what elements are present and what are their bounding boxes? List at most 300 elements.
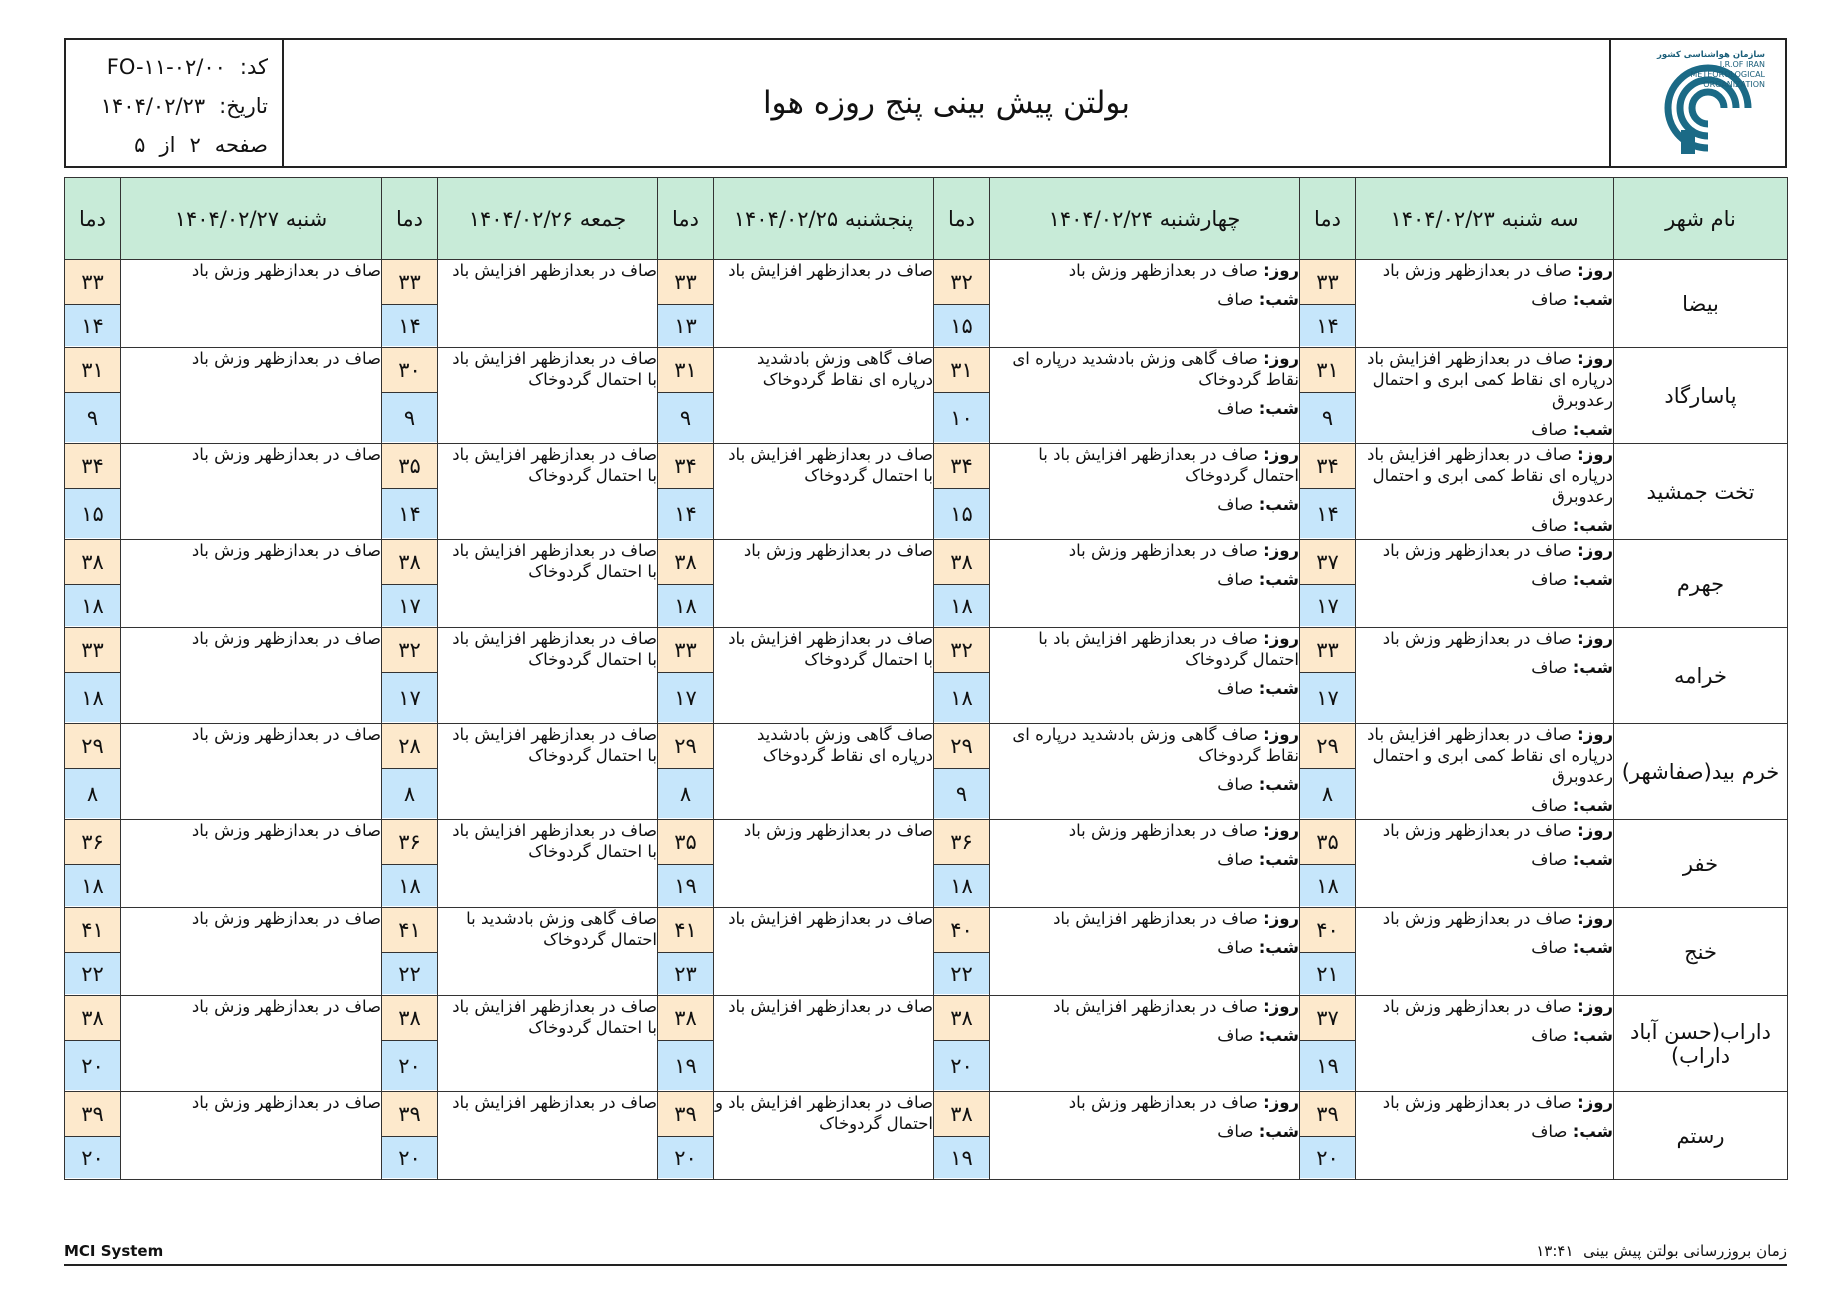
day-forecast-text: صاف در بعدازظهر وزش باد (1068, 1093, 1258, 1112)
day-label: روز: (1577, 629, 1613, 648)
city-name: تخت جمشید (1614, 444, 1788, 540)
temperature-cell (934, 348, 990, 444)
forecast-text: صاف در بعدازظهر وزش باد (191, 725, 381, 744)
min-temperature: ۹ (382, 393, 437, 442)
forecast-description (121, 908, 382, 996)
day-label: روز: (1577, 997, 1613, 1016)
forecast-text: صاف در بعدازظهر وزش باد (743, 541, 933, 560)
temperature-cell (382, 260, 438, 348)
day-forecast-text: صاف در بعدازظهر وزش باد (1382, 821, 1572, 840)
city-name: جهرم (1614, 540, 1788, 628)
day-label: روز: (1577, 541, 1613, 560)
table-row (65, 820, 1788, 908)
min-temperature: ۱۴ (1300, 305, 1355, 346)
table-row (65, 996, 1788, 1092)
night-forecast-text: صاف (1217, 850, 1254, 869)
day-forecast (1356, 260, 1613, 281)
forecast-description (121, 260, 382, 348)
max-temperature: ۴۰ (1300, 908, 1355, 953)
city-name: خرامه (1614, 628, 1788, 724)
min-temperature: ۱۴ (658, 489, 713, 538)
update-info (1536, 1242, 1787, 1260)
day-label: روز: (1577, 261, 1613, 280)
logo-en-line-1: I.R.OF IRAN (1719, 60, 1765, 69)
day-forecast-text: صاف در بعدازظهر وزش باد (1382, 629, 1572, 648)
min-temperature: ۱۰ (934, 393, 989, 442)
temperature-cell (1300, 724, 1356, 820)
day-label: روز: (1263, 629, 1299, 648)
day-forecast-text: صاف در بعدازظهر وزش باد (1382, 1093, 1572, 1112)
temperature-cell (658, 908, 714, 996)
night-forecast (1356, 1121, 1613, 1142)
min-temperature: ۱۸ (65, 673, 120, 722)
page-of-label: از (159, 133, 176, 157)
max-temperature: ۳۳ (65, 628, 120, 673)
max-temperature: ۳۲ (934, 260, 989, 305)
day-forecast-text: صاف گاهی وزش بادشدید درپاره ای نقاط گردوخاک (1012, 349, 1299, 389)
forecast-description (121, 540, 382, 628)
temperature-cell (658, 996, 714, 1092)
forecast-description (438, 996, 658, 1092)
temperature-cell (65, 540, 121, 628)
forecast-text: صاف در بعدازظهر افزایش باد با احتمال گردوخاک (452, 629, 657, 669)
temperature-cell (65, 348, 121, 444)
max-temperature: ۳۷ (1300, 540, 1355, 585)
max-temperature: ۴۱ (658, 908, 713, 953)
max-temperature: ۳۱ (1300, 348, 1355, 393)
forecast-description (990, 996, 1300, 1092)
max-temperature: ۳۴ (934, 444, 989, 489)
min-temperature: ۱۸ (65, 865, 120, 906)
forecast-text: صاف در بعدازظهر وزش باد (191, 997, 381, 1016)
forecast-text: صاف در بعدازظهر افزایش باد با احتمال گردوخاک (452, 821, 657, 861)
min-temperature: ۲۰ (382, 1137, 437, 1178)
max-temperature: ۳۳ (1300, 628, 1355, 673)
min-temperature: ۸ (1300, 769, 1355, 818)
forecast-description (121, 1092, 382, 1180)
max-temperature: ۲۸ (382, 724, 437, 769)
night-forecast (990, 937, 1299, 958)
city-name: پاسارگاد (1614, 348, 1788, 444)
day-column-header: پنجشنبه ۱۴۰۴/۰۲/۲۵ (714, 178, 934, 260)
temperature-cell (1300, 444, 1356, 540)
min-temperature: ۱۸ (658, 585, 713, 626)
max-temperature: ۳۶ (382, 820, 437, 865)
forecast-description (990, 820, 1300, 908)
forecast-description (1356, 348, 1614, 444)
day-forecast-text: صاف در بعدازظهر وزش باد (1068, 821, 1258, 840)
day-label: روز: (1577, 909, 1613, 928)
day-forecast-text: صاف در بعدازظهر وزش باد (1068, 541, 1258, 560)
forecast-text: صاف در بعدازظهر وزش باد (191, 261, 381, 280)
temperature-cell (934, 444, 990, 540)
max-temperature: ۴۱ (382, 908, 437, 953)
min-temperature: ۱۵ (65, 489, 120, 538)
min-temperature: ۱۸ (934, 865, 989, 906)
city-name: خنج (1614, 908, 1788, 996)
min-temperature: ۱۳ (658, 305, 713, 346)
max-temperature: ۳۰ (382, 348, 437, 393)
forecast-description (714, 1092, 934, 1180)
temperature-cell (934, 1092, 990, 1180)
day-label: روز: (1263, 821, 1299, 840)
max-temperature: ۳۸ (658, 540, 713, 585)
day-forecast-text: صاف گاهی وزش بادشدید درپاره ای نقاط گردوخاک (1012, 725, 1299, 765)
max-temperature: ۲۹ (65, 724, 120, 769)
min-temperature: ۲۰ (382, 1041, 437, 1090)
city-name: خرم بید(صفاشهر) (1614, 724, 1788, 820)
forecast-description (438, 908, 658, 996)
logo-text (1635, 50, 1765, 90)
forecast-text: صاف در بعدازظهر افزایش باد (452, 1093, 657, 1112)
min-temperature: ۱۵ (934, 489, 989, 538)
night-forecast (990, 289, 1299, 310)
max-temperature: ۳۳ (65, 260, 120, 305)
forecast-description (1356, 444, 1614, 540)
night-forecast (990, 569, 1299, 590)
night-forecast-text: صاف (1531, 290, 1568, 309)
temperature-cell (934, 540, 990, 628)
night-forecast-text: صاف (1531, 658, 1568, 677)
temperature-cell (65, 820, 121, 908)
temperature-cell (382, 1092, 438, 1180)
day-column-header: شنبه ۱۴۰۴/۰۲/۲۷ (121, 178, 382, 260)
max-temperature: ۳۱ (65, 348, 120, 393)
night-forecast (990, 1121, 1299, 1142)
document-meta (66, 40, 284, 166)
table-header-row (65, 178, 1788, 260)
day-forecast-text: صاف در بعدازظهر وزش باد (1382, 997, 1572, 1016)
day-forecast-text: صاف در بعدازظهر افزایش باد درپاره ای نقاط کمی ابری و احتمال رعدوبرق (1367, 725, 1613, 786)
forecast-text: صاف گاهی وزش بادشدید درپاره ای نقاط گردوخاک (757, 349, 933, 389)
forecast-text: صاف در بعدازظهر افزایش باد با احتمال گردوخاک (452, 725, 657, 765)
forecast-description (1356, 908, 1614, 996)
forecast-description (1356, 820, 1614, 908)
day-label: روز: (1263, 725, 1299, 744)
night-label: شب: (1572, 1026, 1613, 1045)
code-value: FO-۱۱-۰۲/۰۰ (106, 55, 226, 79)
forecast-description (1356, 260, 1614, 348)
day-forecast-text: صاف در بعدازظهر وزش باد (1382, 261, 1572, 280)
logo-en-line-3: ORGANIZATION (1703, 80, 1765, 89)
temperature-cell (658, 628, 714, 724)
night-forecast-text: صاف (1531, 516, 1568, 535)
max-temperature: ۳۳ (1300, 260, 1355, 305)
temperature-cell (65, 260, 121, 348)
logo-en-line-2: METEOROLOGICAL (1690, 70, 1765, 79)
forecast-description (714, 628, 934, 724)
forecast-text: صاف در بعدازظهر افزایش باد با احتمال گردوخاک (452, 445, 657, 485)
night-label: شب: (1572, 938, 1613, 957)
forecast-description (990, 540, 1300, 628)
city-name: خفر (1614, 820, 1788, 908)
night-label: شب: (1258, 570, 1299, 589)
day-label: روز: (1263, 261, 1299, 280)
forecast-description (1356, 1092, 1614, 1180)
day-label: روز: (1263, 1093, 1299, 1112)
min-temperature: ۱۹ (934, 1137, 989, 1178)
max-temperature: ۳۲ (382, 628, 437, 673)
min-temperature: ۱۸ (934, 673, 989, 722)
temperature-cell (65, 724, 121, 820)
forecast-text: صاف در بعدازظهر افزایش باد و احتمال گردوخاک (714, 1093, 933, 1133)
min-temperature: ۱۹ (1300, 1041, 1355, 1090)
max-temperature: ۳۹ (1300, 1092, 1355, 1137)
night-forecast-text: صاف (1217, 679, 1254, 698)
temperature-cell (934, 908, 990, 996)
forecast-description (990, 724, 1300, 820)
forecast-text: صاف در بعدازظهر افزایش باد با احتمال گردوخاک (728, 629, 933, 669)
temperature-cell (1300, 1092, 1356, 1180)
forecast-description (1356, 996, 1614, 1092)
night-label: شب: (1572, 1122, 1613, 1141)
max-temperature: ۲۹ (934, 724, 989, 769)
max-temperature: ۴۰ (934, 908, 989, 953)
night-label: شب: (1572, 658, 1613, 677)
forecast-description (438, 444, 658, 540)
day-forecast (1356, 444, 1613, 507)
day-label: روز: (1577, 821, 1613, 840)
temperature-cell (382, 820, 438, 908)
day-forecast-text: صاف در بعدازظهر وزش باد (1382, 541, 1572, 560)
night-label: شب: (1572, 516, 1613, 535)
forecast-text: صاف در بعدازظهر وزش باد (191, 445, 381, 464)
max-temperature: ۳۳ (658, 260, 713, 305)
night-forecast (1356, 515, 1613, 536)
day-forecast-text: صاف در بعدازظهر افزایش باد (1053, 909, 1258, 928)
min-temperature: ۱۹ (658, 865, 713, 906)
min-temperature: ۱۹ (658, 1041, 713, 1090)
night-label: شب: (1258, 938, 1299, 957)
day-forecast (1356, 1092, 1613, 1113)
code-label: کد: (239, 55, 268, 79)
forecast-description (121, 724, 382, 820)
temperature-cell (382, 348, 438, 444)
max-temperature: ۳۴ (65, 444, 120, 489)
temperature-cell (65, 1092, 121, 1180)
day-forecast (990, 348, 1299, 390)
night-label: شب: (1258, 399, 1299, 418)
day-forecast-text: صاف در بعدازظهر افزایش باد با احتمال گردوخاک (1038, 445, 1299, 485)
day-forecast (1356, 996, 1613, 1017)
forecast-description (438, 540, 658, 628)
temperature-cell (934, 724, 990, 820)
temp-column-header: دما (382, 178, 438, 260)
max-temperature: ۳۱ (658, 348, 713, 393)
day-forecast-text: صاف در بعدازظهر افزایش باد درپاره ای نقاط کمی ابری و احتمال رعدوبرق (1367, 349, 1613, 410)
night-forecast-text: صاف (1531, 420, 1568, 439)
temperature-cell (934, 996, 990, 1092)
min-temperature: ۱۸ (65, 585, 120, 626)
table-row (65, 348, 1788, 444)
max-temperature: ۳۵ (658, 820, 713, 865)
day-forecast-text: صاف در بعدازظهر افزایش باد درپاره ای نقاط کمی ابری و احتمال رعدوبرق (1367, 445, 1613, 506)
day-label: روز: (1577, 349, 1613, 368)
day-forecast-text: صاف در بعدازظهر افزایش باد با احتمال گردوخاک (1038, 629, 1299, 669)
min-temperature: ۹ (1300, 393, 1355, 442)
night-label: شب: (1258, 1026, 1299, 1045)
night-forecast-text: صاف (1531, 1026, 1568, 1045)
min-temperature: ۲۱ (1300, 953, 1355, 994)
day-forecast (990, 724, 1299, 766)
footer (64, 1238, 1787, 1266)
temperature-cell (658, 1092, 714, 1180)
table-row (65, 1092, 1788, 1180)
city-column-header: نام شهر (1614, 178, 1788, 260)
night-forecast-text: صاف (1217, 290, 1254, 309)
night-label: شب: (1258, 775, 1299, 794)
min-temperature: ۸ (65, 769, 120, 818)
table-row (65, 260, 1788, 348)
max-temperature: ۳۲ (934, 628, 989, 673)
update-time: ۱۳:۴۱ (1536, 1242, 1574, 1260)
day-forecast-text: صاف در بعدازظهر وزش باد (1382, 909, 1572, 928)
night-forecast (990, 1025, 1299, 1046)
max-temperature: ۳۳ (382, 260, 437, 305)
night-forecast (990, 849, 1299, 870)
min-temperature: ۱۴ (382, 489, 437, 538)
max-temperature: ۳۸ (65, 540, 120, 585)
max-temperature: ۳۹ (65, 1092, 120, 1137)
temperature-cell (1300, 996, 1356, 1092)
max-temperature: ۴۱ (65, 908, 120, 953)
max-temperature: ۳۴ (658, 444, 713, 489)
min-temperature: ۹ (934, 769, 989, 818)
min-temperature: ۲۲ (65, 953, 120, 994)
day-forecast (1356, 628, 1613, 649)
table-row (65, 540, 1788, 628)
temperature-cell (382, 628, 438, 724)
temperature-cell (658, 540, 714, 628)
temperature-cell (658, 444, 714, 540)
night-forecast (990, 398, 1299, 419)
night-forecast (1356, 937, 1613, 958)
night-forecast-text: صاف (1217, 495, 1254, 514)
forecast-description (1356, 540, 1614, 628)
day-label: روز: (1263, 909, 1299, 928)
night-label: شب: (1572, 290, 1613, 309)
temperature-cell (65, 908, 121, 996)
forecast-text: صاف در بعدازظهر افزایش باد (452, 261, 657, 280)
min-temperature: ۲۰ (934, 1041, 989, 1090)
temperature-cell (934, 628, 990, 724)
day-column-header: چهارشنبه ۱۴۰۴/۰۲/۲۴ (990, 178, 1300, 260)
forecast-description (990, 908, 1300, 996)
temperature-cell (382, 996, 438, 1092)
city-name: داراب(حسن آباد داراب) (1614, 996, 1788, 1092)
temp-column-header: دما (934, 178, 990, 260)
temperature-cell (1300, 540, 1356, 628)
min-temperature: ۱۷ (1300, 673, 1355, 722)
forecast-text: صاف گاهی وزش بادشدید با احتمال گردوخاک (466, 909, 657, 949)
day-forecast-text: صاف در بعدازظهر وزش باد (1068, 261, 1258, 280)
forecast-description (990, 348, 1300, 444)
night-forecast (1356, 569, 1613, 590)
temperature-cell (65, 996, 121, 1092)
temperature-cell (658, 260, 714, 348)
night-forecast (990, 494, 1299, 515)
night-forecast-text: صاف (1531, 850, 1568, 869)
forecast-table (64, 177, 1788, 1180)
min-temperature: ۹ (65, 393, 120, 442)
temperature-cell (382, 444, 438, 540)
forecast-description (1356, 628, 1614, 724)
min-temperature: ۱۸ (382, 865, 437, 906)
page-number: ۲ (189, 133, 201, 157)
night-forecast-text: صاف (1217, 1026, 1254, 1045)
forecast-description (714, 908, 934, 996)
day-forecast (1356, 908, 1613, 929)
system-name: MCI System (64, 1242, 164, 1260)
night-forecast-text: صاف (1531, 938, 1568, 957)
forecast-text: صاف در بعدازظهر وزش باد (743, 821, 933, 840)
page-label: صفحه (214, 133, 268, 157)
day-forecast (990, 996, 1299, 1017)
temp-column-header: دما (1300, 178, 1356, 260)
forecast-text: صاف در بعدازظهر افزایش باد (728, 261, 933, 280)
temperature-cell (1300, 820, 1356, 908)
forecast-description (714, 996, 934, 1092)
temperature-cell (658, 724, 714, 820)
max-temperature: ۳۸ (65, 996, 120, 1041)
max-temperature: ۳۵ (1300, 820, 1355, 865)
night-forecast-text: صاف (1217, 570, 1254, 589)
header-box (64, 38, 1787, 168)
max-temperature: ۳۶ (934, 820, 989, 865)
night-label: شب: (1258, 495, 1299, 514)
min-temperature: ۱۷ (382, 585, 437, 626)
night-forecast-text: صاف (1217, 775, 1254, 794)
night-forecast-text: صاف (1531, 570, 1568, 589)
table-row (65, 908, 1788, 996)
date-value: ۱۴۰۴/۰۲/۲۳ (100, 94, 206, 118)
forecast-description (990, 1092, 1300, 1180)
night-forecast (990, 774, 1299, 795)
min-temperature: ۲۰ (1300, 1137, 1355, 1178)
table-row (65, 724, 1788, 820)
day-label: روز: (1577, 1093, 1613, 1112)
max-temperature: ۳۳ (658, 628, 713, 673)
max-temperature: ۳۸ (658, 996, 713, 1041)
day-forecast-text: صاف در بعدازظهر افزایش باد (1053, 997, 1258, 1016)
forecast-description (714, 540, 934, 628)
forecast-text: صاف در بعدازظهر وزش باد (191, 1093, 381, 1112)
forecast-description (121, 348, 382, 444)
temp-column-header: دما (65, 178, 121, 260)
day-forecast (990, 628, 1299, 670)
forecast-description (990, 444, 1300, 540)
day-forecast (990, 260, 1299, 281)
forecast-description (121, 628, 382, 724)
night-label: شب: (1258, 290, 1299, 309)
forecast-description (714, 820, 934, 908)
day-forecast (990, 1092, 1299, 1113)
temperature-cell (382, 540, 438, 628)
night-forecast-text: صاف (1217, 938, 1254, 957)
forecast-text: صاف در بعدازظهر افزایش باد با احتمال گردوخاک (452, 997, 657, 1037)
max-temperature: ۳۵ (382, 444, 437, 489)
night-forecast (1356, 657, 1613, 678)
min-temperature: ۸ (382, 769, 437, 818)
min-temperature: ۹ (658, 393, 713, 442)
night-forecast (990, 678, 1299, 699)
temperature-cell (65, 444, 121, 540)
forecast-description (990, 628, 1300, 724)
night-label: شب: (1572, 570, 1613, 589)
forecast-description (438, 628, 658, 724)
temperature-cell (934, 820, 990, 908)
temperature-cell (382, 908, 438, 996)
